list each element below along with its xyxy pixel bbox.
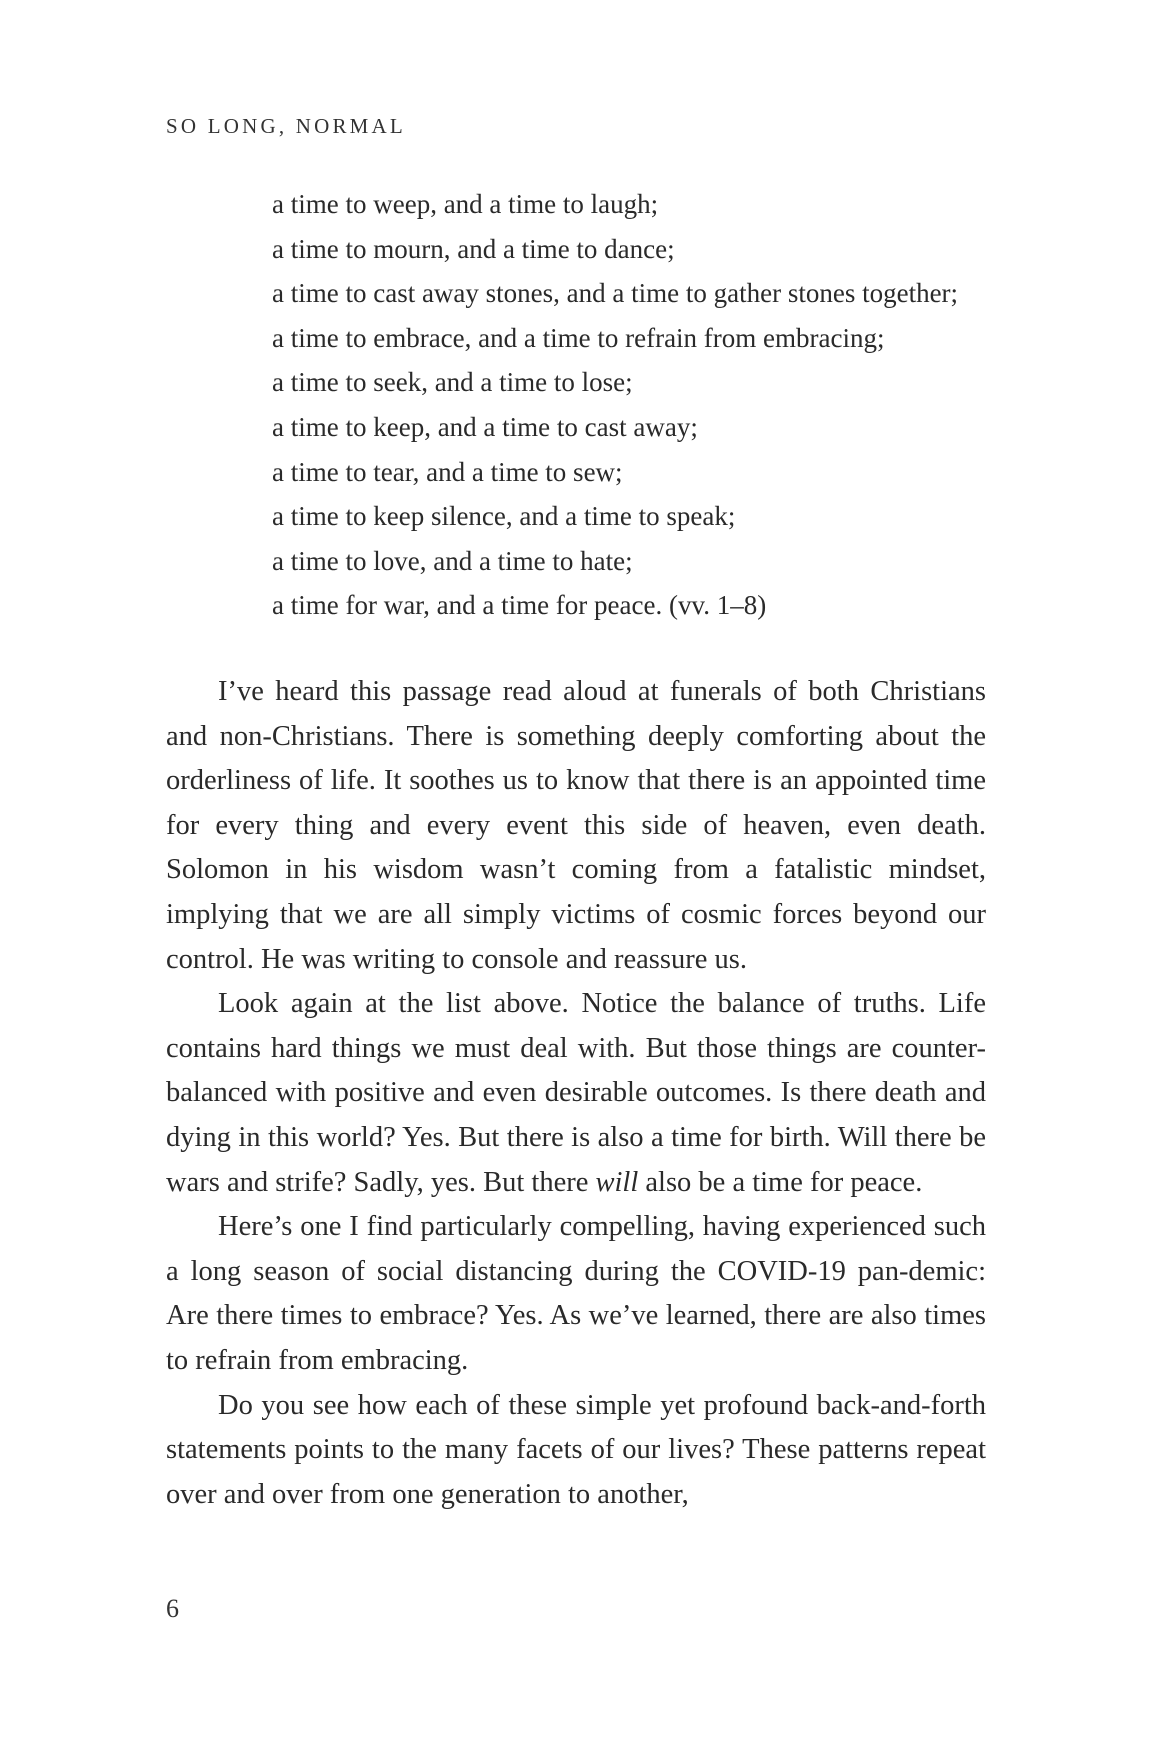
verse-line: a time to mourn, and a time to dance; xyxy=(272,233,675,264)
verse-line: a time to keep, and a time to cast away; xyxy=(272,411,698,442)
running-head: SO LONG, NORMAL xyxy=(166,114,406,138)
verse-line: a time for war, and a time for peace. (vv. 1–8) xyxy=(272,590,767,621)
paragraph-3: Here’s one I find particularly compelling, having experienced such a long season of social distancing during the COVID-19 pan-demic: Are there times to embrace? Yes. As we’ve learned, there are also times to refrain from embracing. xyxy=(166,1211,986,1376)
verse-line: a time to cast away stones, and a time to gather stones together; xyxy=(272,278,959,309)
paragraph-1: I’ve heard this passage read aloud at funerals of both Christians and non-Christians. There is something deeply comforting about the orderliness of life. It soothes us to know that there is an appointed time for every thing and every event this side of heaven, even death. Solomon in his wisdom wasn’t coming from a fatalistic mindset, implying that we are all simply victims of cosmic forces beyond our control. He was writing to console and reassure us. xyxy=(166,676,986,975)
verse-line: a time to embrace, and a time to refrain from embracing; xyxy=(272,322,885,353)
paragraph-4: Do you see how each of these simple yet profound back-and-forth statements points to the many facets of our lives? These patterns repeat over and over from one generation to another, xyxy=(166,1389,986,1510)
emphasis-will: will xyxy=(595,1166,639,1198)
verse-line: a time to love, and a time to hate; xyxy=(272,545,633,576)
page-number: 6 xyxy=(166,1594,179,1623)
verse-line: a time to tear, and a time to sew; xyxy=(272,456,623,487)
paragraph-2-text-end: also be a time for peace. xyxy=(638,1166,923,1198)
verse-line: a time to seek, and a time to lose; xyxy=(272,367,633,398)
paragraph-2 xyxy=(166,982,986,1205)
verse-line: a time to keep silence, and a time to speak; xyxy=(272,501,736,532)
verse-line: a time to weep, and a time to laugh; xyxy=(272,189,659,219)
scripture-quote xyxy=(272,182,1032,628)
body-text xyxy=(166,670,986,1517)
paragraph-2-text-start: Look again at the list above. Notice the balance of truths. Life contains hard things we must deal with. But those things are counter-balanced with positive and even desirable outcomes. Is there death and dying in this world? Yes. But there is also a time for birth. Will there be wars and strife? Sadly, yes. But there xyxy=(166,988,986,1198)
